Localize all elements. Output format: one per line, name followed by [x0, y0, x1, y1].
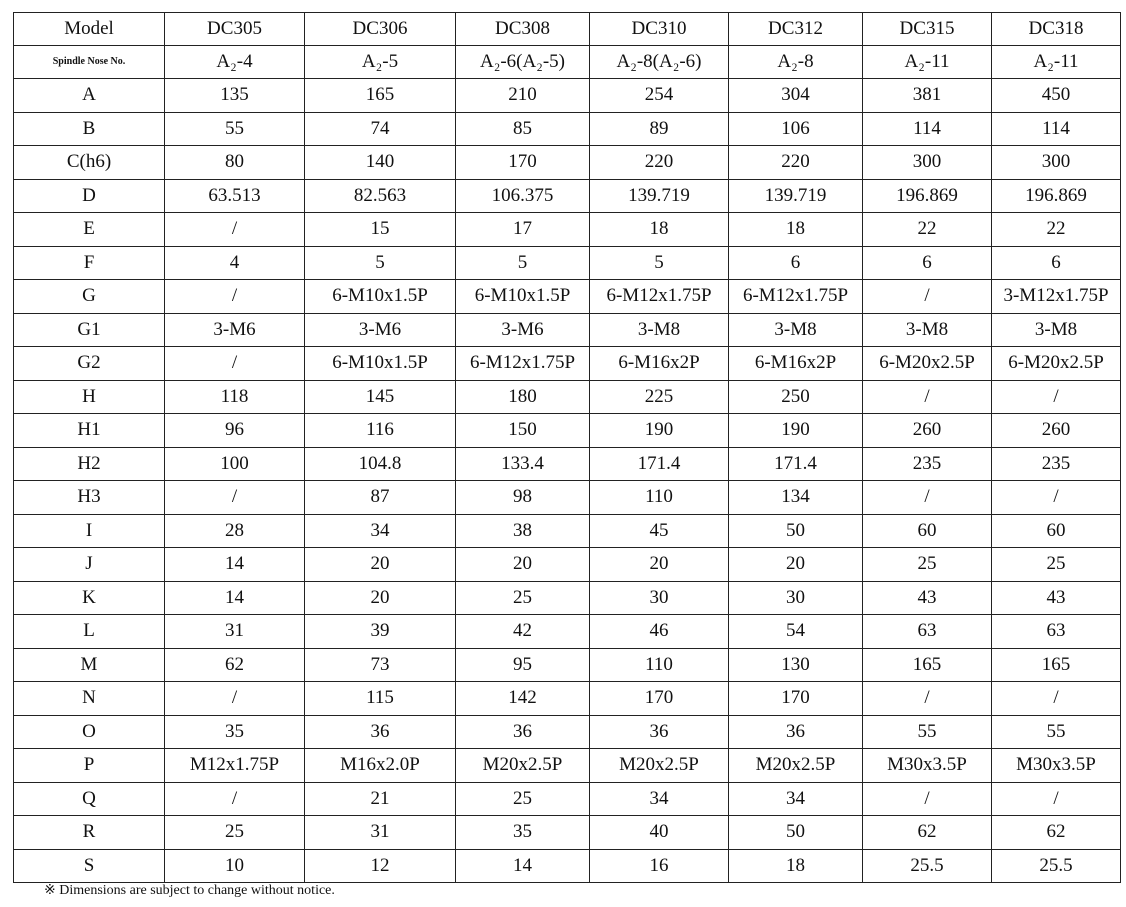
table-cell: 73: [305, 648, 456, 682]
table-cell: 40: [590, 816, 729, 850]
table-cell: A₂-11: [992, 46, 1121, 79]
disclaimer-note: ※ Dimensions are subject to change without notice.: [44, 883, 335, 898]
table-cell: 46: [590, 615, 729, 649]
table-cell: 54: [729, 615, 863, 649]
table-cell: 220: [590, 146, 729, 180]
table-cell: 18: [590, 213, 729, 247]
table-cell: 50: [729, 816, 863, 850]
spec-table: [13, 12, 1121, 883]
table-cell: /: [165, 782, 305, 816]
table-cell: 6-M20x2.5P: [992, 347, 1121, 381]
header-cell: Model: [14, 13, 165, 46]
table-cell: 6-M12x1.75P: [590, 280, 729, 314]
header-cell: DC308: [456, 13, 590, 46]
table-cell: 20: [729, 548, 863, 582]
row-label-cell: M: [14, 648, 165, 682]
table-cell: 25: [992, 548, 1121, 582]
table-cell: 165: [863, 648, 992, 682]
header-cell: DC306: [305, 13, 456, 46]
table-row: [14, 447, 1121, 481]
table-cell: 300: [863, 146, 992, 180]
row-label-cell: C(h6): [14, 146, 165, 180]
table-cell: 235: [863, 447, 992, 481]
row-label-cell: H3: [14, 481, 165, 515]
table-cell: 130: [729, 648, 863, 682]
table-cell: 18: [729, 213, 863, 247]
table-cell: 6-M16x2P: [729, 347, 863, 381]
table-row: [14, 179, 1121, 213]
table-cell: 85: [456, 112, 590, 146]
row-label-cell: I: [14, 514, 165, 548]
table-cell: 4: [165, 246, 305, 280]
table-cell: 134: [729, 481, 863, 515]
table-cell: 30: [590, 581, 729, 615]
table-cell: 3-M8: [590, 313, 729, 347]
table-cell: 16: [590, 849, 729, 883]
row-label-cell: E: [14, 213, 165, 247]
table-cell: 225: [590, 380, 729, 414]
table-cell: 6-M12x1.75P: [456, 347, 590, 381]
table-cell: 150: [456, 414, 590, 448]
table-cell: 139.719: [590, 179, 729, 213]
table-row: [14, 514, 1121, 548]
table-cell: 260: [863, 414, 992, 448]
table-cell: 6-M10x1.5P: [305, 280, 456, 314]
table-row: [14, 648, 1121, 682]
table-cell: 165: [305, 79, 456, 113]
table-cell: 100: [165, 447, 305, 481]
table-cell: M20x2.5P: [729, 749, 863, 783]
table-row: [14, 481, 1121, 515]
table-cell: M30x3.5P: [863, 749, 992, 783]
header-row: [14, 13, 1121, 46]
table-row: [14, 615, 1121, 649]
table-row: [14, 46, 1121, 79]
table-cell: 145: [305, 380, 456, 414]
table-cell: 300: [992, 146, 1121, 180]
table-cell: A₂-5: [305, 46, 456, 79]
table-cell: 34: [729, 782, 863, 816]
table-row: [14, 112, 1121, 146]
table-cell: 82.563: [305, 179, 456, 213]
table-cell: /: [992, 782, 1121, 816]
table-cell: 63: [863, 615, 992, 649]
header-cell: DC305: [165, 13, 305, 46]
table-cell: 104.8: [305, 447, 456, 481]
table-cell: M20x2.5P: [456, 749, 590, 783]
table-cell: 55: [165, 112, 305, 146]
row-label-cell: K: [14, 581, 165, 615]
table-row: [14, 849, 1121, 883]
table-cell: 6: [729, 246, 863, 280]
table-cell: 171.4: [590, 447, 729, 481]
row-label-cell: P: [14, 749, 165, 783]
row-label-cell: Spindle Nose No.: [14, 46, 165, 79]
table-cell: 14: [456, 849, 590, 883]
table-cell: 36: [729, 715, 863, 749]
table-cell: 89: [590, 112, 729, 146]
table-cell: /: [165, 481, 305, 515]
table-cell: 3-M8: [992, 313, 1121, 347]
table-cell: 22: [992, 213, 1121, 247]
table-cell: 18: [729, 849, 863, 883]
table-cell: 63: [992, 615, 1121, 649]
table-row: [14, 380, 1121, 414]
table-cell: 115: [305, 682, 456, 716]
table-cell: 254: [590, 79, 729, 113]
table-cell: 25: [456, 782, 590, 816]
table-cell: 20: [456, 548, 590, 582]
table-cell: 250: [729, 380, 863, 414]
table-cell: 170: [590, 682, 729, 716]
table-cell: /: [992, 481, 1121, 515]
table-cell: M12x1.75P: [165, 749, 305, 783]
table-cell: 62: [992, 816, 1121, 850]
table-cell: 95: [456, 648, 590, 682]
table-cell: 25.5: [992, 849, 1121, 883]
header-cell: DC318: [992, 13, 1121, 46]
table-row: [14, 782, 1121, 816]
table-cell: /: [992, 682, 1121, 716]
row-label-cell: H1: [14, 414, 165, 448]
table-cell: M30x3.5P: [992, 749, 1121, 783]
table-cell: /: [863, 782, 992, 816]
table-cell: 39: [305, 615, 456, 649]
table-cell: 210: [456, 79, 590, 113]
row-label-cell: G2: [14, 347, 165, 381]
table-cell: 55: [863, 715, 992, 749]
table-cell: 98: [456, 481, 590, 515]
table-cell: 133.4: [456, 447, 590, 481]
row-label-cell: S: [14, 849, 165, 883]
table-cell: 15: [305, 213, 456, 247]
table-cell: 6-M20x2.5P: [863, 347, 992, 381]
table-cell: /: [992, 380, 1121, 414]
row-label-cell: L: [14, 615, 165, 649]
table-cell: 25: [863, 548, 992, 582]
row-label-cell: D: [14, 179, 165, 213]
table-row: [14, 313, 1121, 347]
table-row: [14, 816, 1121, 850]
table-cell: 36: [305, 715, 456, 749]
table-cell: 6-M12x1.75P: [729, 280, 863, 314]
table-cell: 31: [165, 615, 305, 649]
table-cell: 55: [992, 715, 1121, 749]
header-cell: DC312: [729, 13, 863, 46]
table-cell: /: [863, 481, 992, 515]
table-row: [14, 548, 1121, 582]
table-cell: 6-M16x2P: [590, 347, 729, 381]
table-row: [14, 682, 1121, 716]
table-cell: 170: [729, 682, 863, 716]
table-cell: 25: [165, 816, 305, 850]
header-cell: DC310: [590, 13, 729, 46]
table-cell: 3-M12x1.75P: [992, 280, 1121, 314]
table-cell: 31: [305, 816, 456, 850]
table-cell: 35: [456, 816, 590, 850]
table-cell: 45: [590, 514, 729, 548]
table-cell: 139.719: [729, 179, 863, 213]
table-cell: /: [863, 280, 992, 314]
row-label-cell: R: [14, 816, 165, 850]
table-cell: 3-M6: [456, 313, 590, 347]
row-label-cell: Q: [14, 782, 165, 816]
table-cell: 171.4: [729, 447, 863, 481]
table-cell: 450: [992, 79, 1121, 113]
table-cell: 25: [456, 581, 590, 615]
table-cell: 62: [165, 648, 305, 682]
table-cell: 43: [863, 581, 992, 615]
table-cell: 30: [729, 581, 863, 615]
table-cell: 6: [992, 246, 1121, 280]
table-cell: 114: [863, 112, 992, 146]
table-cell: 42: [456, 615, 590, 649]
row-label-cell: F: [14, 246, 165, 280]
table-cell: 5: [456, 246, 590, 280]
table-row: [14, 715, 1121, 749]
table-cell: 3-M8: [729, 313, 863, 347]
table-cell: 190: [590, 414, 729, 448]
table-cell: 304: [729, 79, 863, 113]
table-cell: 110: [590, 648, 729, 682]
table-cell: 170: [456, 146, 590, 180]
table-cell: 106: [729, 112, 863, 146]
table-cell: 21: [305, 782, 456, 816]
table-cell: 5: [305, 246, 456, 280]
table-cell: 20: [590, 548, 729, 582]
table-cell: 17: [456, 213, 590, 247]
table-cell: 10: [165, 849, 305, 883]
table-cell: 142: [456, 682, 590, 716]
table-cell: 3-M6: [305, 313, 456, 347]
table-cell: 87: [305, 481, 456, 515]
table-cell: 114: [992, 112, 1121, 146]
table-cell: 3-M8: [863, 313, 992, 347]
table-cell: 14: [165, 548, 305, 582]
table-cell: 6-M10x1.5P: [305, 347, 456, 381]
table-cell: /: [863, 682, 992, 716]
table-cell: 116: [305, 414, 456, 448]
row-label-cell: H: [14, 380, 165, 414]
table-cell: 50: [729, 514, 863, 548]
table-cell: 106.375: [456, 179, 590, 213]
table-cell: 96: [165, 414, 305, 448]
table-cell: 38: [456, 514, 590, 548]
table-cell: 140: [305, 146, 456, 180]
row-label-cell: H2: [14, 447, 165, 481]
table-cell: 60: [863, 514, 992, 548]
table-row: [14, 414, 1121, 448]
table-cell: /: [863, 380, 992, 414]
table-cell: 36: [456, 715, 590, 749]
row-label-cell: O: [14, 715, 165, 749]
table-cell: M20x2.5P: [590, 749, 729, 783]
table-cell: /: [165, 682, 305, 716]
table-cell: A₂-8: [729, 46, 863, 79]
table-cell: 110: [590, 481, 729, 515]
table-cell: 3-M6: [165, 313, 305, 347]
table-cell: A₂-6(A₂-5): [456, 46, 590, 79]
table-cell: 34: [305, 514, 456, 548]
table-cell: 20: [305, 581, 456, 615]
table-cell: 190: [729, 414, 863, 448]
row-label-cell: N: [14, 682, 165, 716]
table-row: [14, 749, 1121, 783]
table-cell: 235: [992, 447, 1121, 481]
table-cell: 220: [729, 146, 863, 180]
table-cell: 60: [992, 514, 1121, 548]
table-row: [14, 146, 1121, 180]
table-cell: 196.869: [992, 179, 1121, 213]
row-label-cell: A: [14, 79, 165, 113]
table-cell: 6-M10x1.5P: [456, 280, 590, 314]
table-cell: 196.869: [863, 179, 992, 213]
table-cell: 260: [992, 414, 1121, 448]
table-cell: 165: [992, 648, 1121, 682]
table-row: [14, 581, 1121, 615]
table-cell: /: [165, 280, 305, 314]
table-cell: 180: [456, 380, 590, 414]
table-cell: /: [165, 213, 305, 247]
table-cell: 25.5: [863, 849, 992, 883]
table-cell: 12: [305, 849, 456, 883]
table-cell: M16x2.0P: [305, 749, 456, 783]
table-cell: 20: [305, 548, 456, 582]
table-cell: 62: [863, 816, 992, 850]
table-cell: 28: [165, 514, 305, 548]
table-cell: 14: [165, 581, 305, 615]
row-label-cell: J: [14, 548, 165, 582]
table-cell: 43: [992, 581, 1121, 615]
table-cell: 63.513: [165, 179, 305, 213]
table-row: [14, 347, 1121, 381]
table-cell: 22: [863, 213, 992, 247]
header-cell: DC315: [863, 13, 992, 46]
table-cell: 6: [863, 246, 992, 280]
table-cell: 34: [590, 782, 729, 816]
table-cell: 35: [165, 715, 305, 749]
table-cell: A₂-4: [165, 46, 305, 79]
table-row: [14, 246, 1121, 280]
row-label-cell: G: [14, 280, 165, 314]
table-cell: 135: [165, 79, 305, 113]
table-cell: 36: [590, 715, 729, 749]
table-cell: A₂-11: [863, 46, 992, 79]
table-cell: 118: [165, 380, 305, 414]
table-cell: 74: [305, 112, 456, 146]
row-label-cell: G1: [14, 313, 165, 347]
row-label-cell: B: [14, 112, 165, 146]
table-cell: 381: [863, 79, 992, 113]
table-cell: /: [165, 347, 305, 381]
table-row: [14, 280, 1121, 314]
table-cell: 5: [590, 246, 729, 280]
table-cell: 80: [165, 146, 305, 180]
table-row: [14, 213, 1121, 247]
table-row: [14, 79, 1121, 113]
table-cell: A₂-8(A₂-6): [590, 46, 729, 79]
